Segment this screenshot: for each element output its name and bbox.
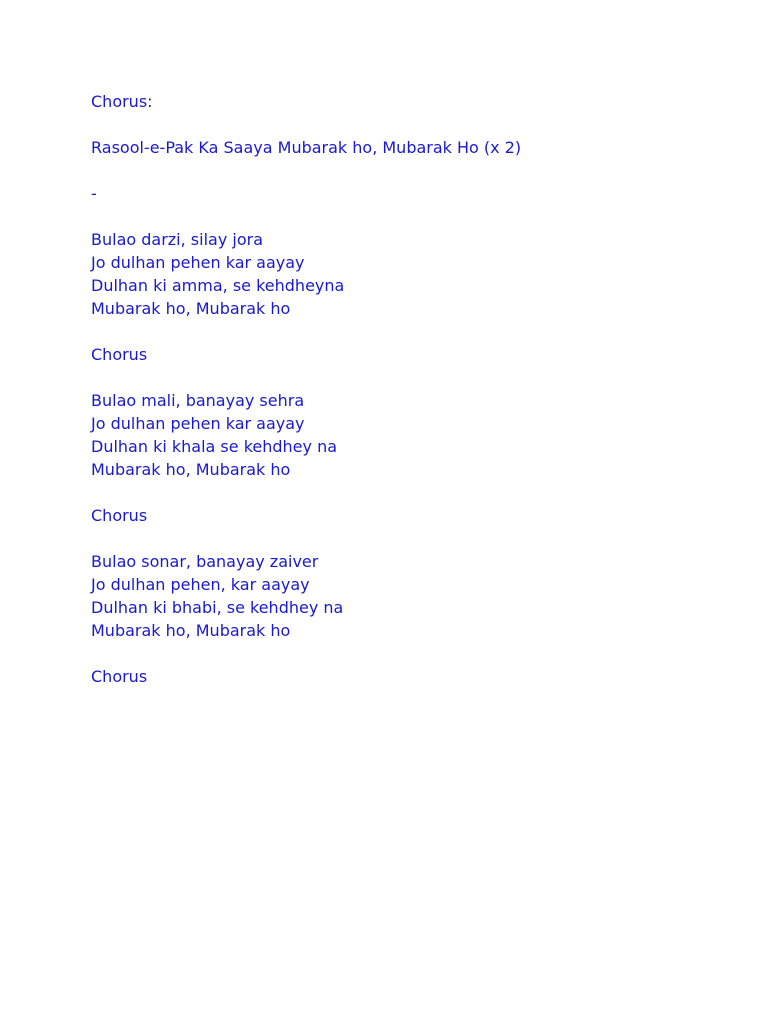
blank-line <box>91 642 711 665</box>
verse-1-line-3: Dulhan ki amma, se kehdheyna <box>91 276 345 295</box>
verse-1-line-4: Mubarak ho, Mubarak ho <box>91 299 291 318</box>
verse-2-line-4: Mubarak ho, Mubarak ho <box>91 460 291 479</box>
verse-1-line-2: Jo dulhan pehen kar aayay <box>91 253 305 272</box>
blank-line <box>91 320 711 343</box>
blank-line <box>91 481 711 504</box>
lyrics-text <box>91 90 711 688</box>
verse-3-line-1: Bulao sonar, banayay zaiver <box>91 552 319 571</box>
verse-3-line-3: Dulhan ki bhabi, se kehdhey na <box>91 598 344 617</box>
blank-line <box>91 159 711 182</box>
verse-2-line-3: Dulhan ki khala se kehdhey na <box>91 437 338 456</box>
chorus-label: Chorus <box>91 506 148 525</box>
verse-1-line-1: Bulao darzi, silay jora <box>91 230 263 249</box>
blank-line <box>91 366 711 389</box>
chorus-line: Rasool-e-Pak Ka Saaya Mubarak ho, Mubarak Ho (x 2) <box>91 138 522 157</box>
verse-3-line-4: Mubarak ho, Mubarak ho <box>91 621 291 640</box>
blank-line <box>91 113 711 136</box>
verse-3-line-2: Jo dulhan pehen, kar aayay <box>91 575 310 594</box>
chorus-label: Chorus <box>91 345 148 364</box>
verse-2-line-2: Jo dulhan pehen kar aayay <box>91 414 305 433</box>
chorus-heading: Chorus: <box>91 92 153 111</box>
blank-line <box>91 205 711 228</box>
separator: - <box>91 184 97 203</box>
verse-2-line-1: Bulao mali, banayay sehra <box>91 391 305 410</box>
blank-line <box>91 527 711 550</box>
chorus-label: Chorus <box>91 667 148 686</box>
